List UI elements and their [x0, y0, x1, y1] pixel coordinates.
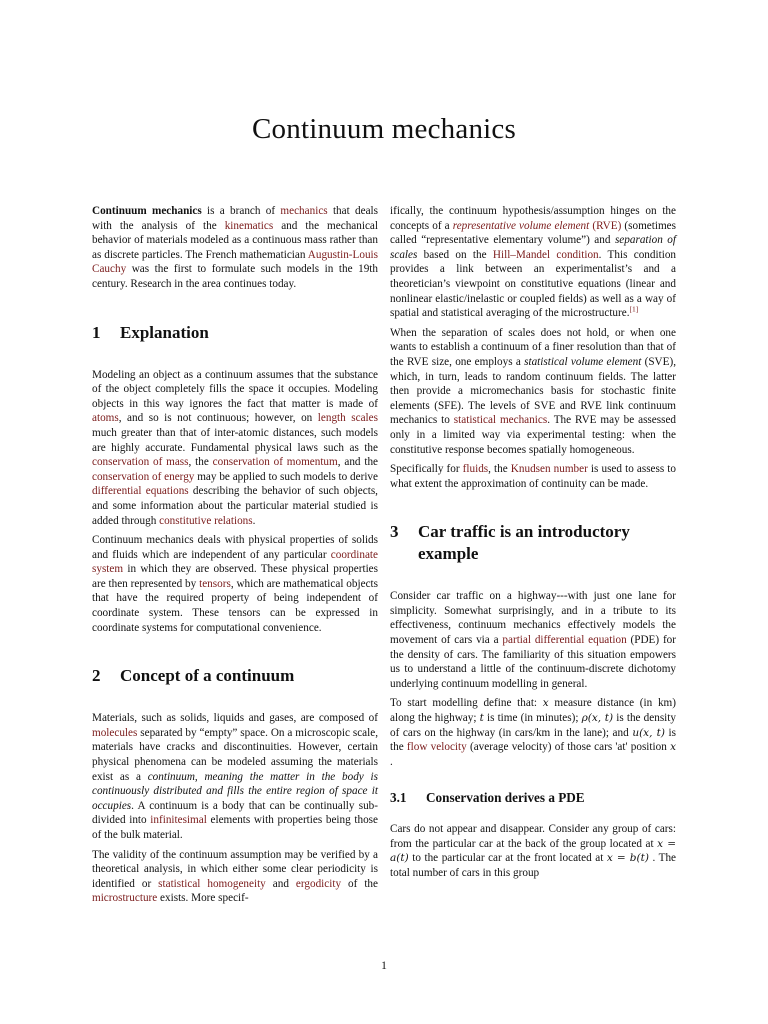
explanation-paragraph-2: [92, 533, 378, 635]
car-traffic-paragraph-2: [390, 696, 676, 769]
link-molecules[interactable]: molecules: [92, 726, 138, 739]
right-column: [390, 204, 676, 885]
link-kinematics[interactable]: kinematics: [224, 219, 274, 232]
text-run: , the: [188, 456, 213, 469]
section-heading-car-traffic: [390, 521, 676, 565]
explanation-paragraph-1: [92, 368, 378, 529]
math-x: x: [670, 741, 676, 754]
text-run: Continuum mechanics deals with physical properties of solids and fluids which are independent of any particular: [92, 534, 378, 561]
link-tensors[interactable]: tensors: [199, 577, 231, 590]
link-rve[interactable]: (RVE): [592, 219, 622, 232]
math-a-of-t: x = a(t): [390, 837, 676, 865]
text-run: and the mechanical behavior of materials modeled as a continuous mass rather than as discrete particles. The French mathematician: [92, 219, 378, 261]
text-run: Specifically for: [390, 463, 463, 476]
conservation-paragraph-1: [390, 822, 676, 880]
link-representative-volume-element[interactable]: [453, 220, 589, 232]
page-number: 1: [381, 960, 387, 972]
text-run: . This condition provides a link between an experimentalist’s and a theoretician’s viewpoint on constitutive equations (linear and nonlinear elastic/inelastic or coupled fields) as well as a way of spatial and statistical averaging of the microstructure.: [390, 248, 677, 320]
link-hill-mandel-condition[interactable]: Hill–Mandel condition: [492, 248, 599, 261]
math-density: ρ(x, t): [581, 712, 614, 725]
italic-run: separation of scales: [390, 234, 677, 261]
link-knudsen-number[interactable]: Knudsen number: [510, 463, 588, 476]
text-run: that deals with the analysis of the: [92, 205, 379, 232]
text-run: elements with properties being those of the bulk material.: [92, 814, 378, 841]
link-coordinate-system[interactable]: coordinate system: [92, 548, 378, 576]
link-partial-differential-equation[interactable]: partial differential equation: [502, 634, 627, 647]
text-run: describing the behavior of such objects, and some information about the particular material studied is added through: [92, 485, 378, 527]
link-conservation-of-momentum[interactable]: conservation of momentum: [212, 456, 338, 469]
article-title: Continuum mechanics: [252, 113, 516, 145]
text-run: (average velocity) of those cars 'at' position: [466, 741, 671, 754]
text-run: . The total number of cars in this group: [390, 852, 676, 879]
text-run: .: [252, 514, 256, 527]
link-fluids[interactable]: fluids: [462, 463, 489, 476]
section-title: Concept of a continuum: [120, 666, 295, 686]
link-differential-equations[interactable]: differential equations: [92, 485, 189, 498]
link-constitutive-relations[interactable]: constitutive relations: [159, 514, 253, 527]
math-x: x: [542, 697, 549, 710]
concept-paragraph-4: [390, 462, 676, 491]
text-run: is the density of cars on the highway (in cars/km in the lane); and: [390, 712, 676, 739]
link-atoms[interactable]: atoms: [92, 412, 119, 425]
text-run: , and so is not continuous; however, on: [118, 412, 318, 425]
math-b-of-t: x = b(t): [606, 852, 649, 865]
link-cauchy[interactable]: Augustin-Louis Cauchy: [92, 248, 378, 276]
link-conservation-of-mass[interactable]: conservation of mass: [92, 456, 189, 469]
italic-run: statistical volume element: [524, 355, 642, 368]
text-run: much greater than that of inter-atomic distances, such models are highly accurate. Fundamental physical laws such as the: [92, 426, 378, 454]
concept-paragraph-3: [390, 326, 676, 457]
section-number: 2: [92, 666, 101, 686]
text-run: Modeling an object as a continuum assumes that the substance of the object completely fills the space it occupies. Modeling objects in this way ignores the fact that matter is made of: [92, 368, 378, 410]
car-traffic-paragraph-1: [390, 589, 676, 691]
text-run: Consider car traffic on a highway---with just one lane for simplicity. Somewhat surprisingly, and in a tribute to its effectiveness, continuum mechanics effectively models the movement of cars via a: [390, 590, 676, 647]
link-statistical-mechanics[interactable]: statistical mechanics: [453, 414, 548, 427]
text-run: is time (in minutes);: [483, 712, 582, 725]
italic-link-text: representative volume element: [452, 219, 590, 232]
text-run: .: [390, 755, 393, 768]
reference-1[interactable]: [1]: [629, 304, 639, 314]
link-ergodicity[interactable]: ergodicity: [295, 877, 342, 890]
text-run: was the first to formulate such models in the 19th century. Research in the area continues today.: [92, 263, 378, 290]
subsection-title: Conservation derives a PDE: [426, 790, 585, 806]
link-conservation-of-energy[interactable]: conservation of energy: [92, 470, 195, 483]
left-column: [92, 204, 378, 911]
link-statistical-homogeneity[interactable]: statistical homogeneity: [158, 877, 266, 890]
text-run: . A continuum is a body that can be continually sub-divided into: [92, 799, 378, 827]
section-heading-concept: [92, 665, 378, 687]
text-run: in which they are observed. These physical properties are then represented by: [92, 563, 378, 590]
link-length-scales[interactable]: length scales: [317, 412, 378, 425]
text-run: is a branch of: [201, 205, 281, 217]
text-run: of the: [341, 877, 378, 890]
text-run: (PDE) for the density of cars. The familiarity of this situation empowers us to understand a little of the continuum-discrete dichotomy underlying continuum modelling in general.: [390, 634, 677, 690]
link-flow-velocity[interactable]: flow velocity: [406, 741, 467, 754]
text-run: . The RVE may be assessed only in a limited way via experimental testing: when the constitutive response becomes spatially homogeneous.: [390, 414, 677, 456]
text-run: is used to assess to what extent the approximation of continuity can be made.: [390, 463, 677, 490]
intro-term: Continuum mechanics: [92, 205, 202, 217]
text-run: to the particular car at the front located at: [408, 852, 607, 865]
text-run: measure distance (in km) along the highway;: [390, 697, 676, 725]
text-run: based on the: [417, 248, 493, 261]
text-run: is the: [390, 726, 676, 754]
intro-paragraph: [92, 204, 378, 292]
text-run: To start modelling define that:: [390, 697, 543, 710]
subsection-number: 3.1: [390, 790, 407, 806]
text-run: and: [265, 877, 296, 890]
link-infinitesimal[interactable]: infinitesimal: [150, 814, 207, 827]
text-run: When the separation of scales does not hold, or when one wants to establish a continuum of a finer resolution than that of the RVE size, one employs a: [390, 326, 676, 368]
text-run-split: exists. More specif-: [157, 892, 249, 905]
concept-paragraph-1: [92, 711, 378, 842]
math-velocity: u(x, t): [632, 726, 665, 739]
text-run: Cars do not appear and disappear. Consider any group of cars: from the particular car at the back of the group located at: [390, 823, 676, 850]
section-number: 3: [390, 522, 399, 542]
text-run: , the: [488, 463, 511, 476]
section-title: Car traffic is an introductory example: [418, 522, 630, 564]
text-run-continued: ifically, the continuum hypothesis/assumption hinges on the concepts of a: [390, 205, 676, 232]
text-run: (sometimes called “representative elementary volume”) and: [390, 219, 676, 247]
section-number: 1: [92, 322, 101, 342]
link-microstructure[interactable]: microstructure: [92, 892, 158, 905]
subsection-heading-conservation: [390, 791, 676, 806]
text-run: , and the: [337, 456, 379, 469]
section-title: Explanation: [120, 322, 209, 342]
link-mechanics[interactable]: mechanics: [280, 205, 328, 217]
section-heading-explanation: [92, 322, 378, 344]
text-run: The validity of the continuum assumption may be verified by a theoretical analysis, in which either some clear periodicity is identified or: [92, 848, 378, 890]
italic-run: continuum, meaning the matter in the body is continuously distributed and fills the entire region of space it occupies: [92, 770, 378, 812]
text-run: (SVE), which, in turn, leads to random continuum fields. The latter then provide a micromechanics basis for stochastic finite elements (SFE). The levels of SVE and RVE link continuum mechanics to: [390, 355, 676, 427]
math-t: t: [479, 712, 484, 725]
concept-paragraph-2-start: [92, 848, 378, 906]
text-run: Materials, such as solids, liquids and gases, are composed of: [92, 712, 378, 725]
concept-paragraph-2-continued: [390, 204, 676, 321]
text-run: , which are mathematical objects that have the required property of being independent of coordinate system. These tensors can be expressed in coordinate systems for computational convenience.: [92, 577, 378, 634]
text-run: separated by “empty” space. On a microscopic scale, materials have cracks and discontinuities. However, certain physical phenomena can be modeled assuming the materials exist as a: [92, 726, 378, 783]
text-run: may be applied to such models to derive: [194, 470, 378, 483]
